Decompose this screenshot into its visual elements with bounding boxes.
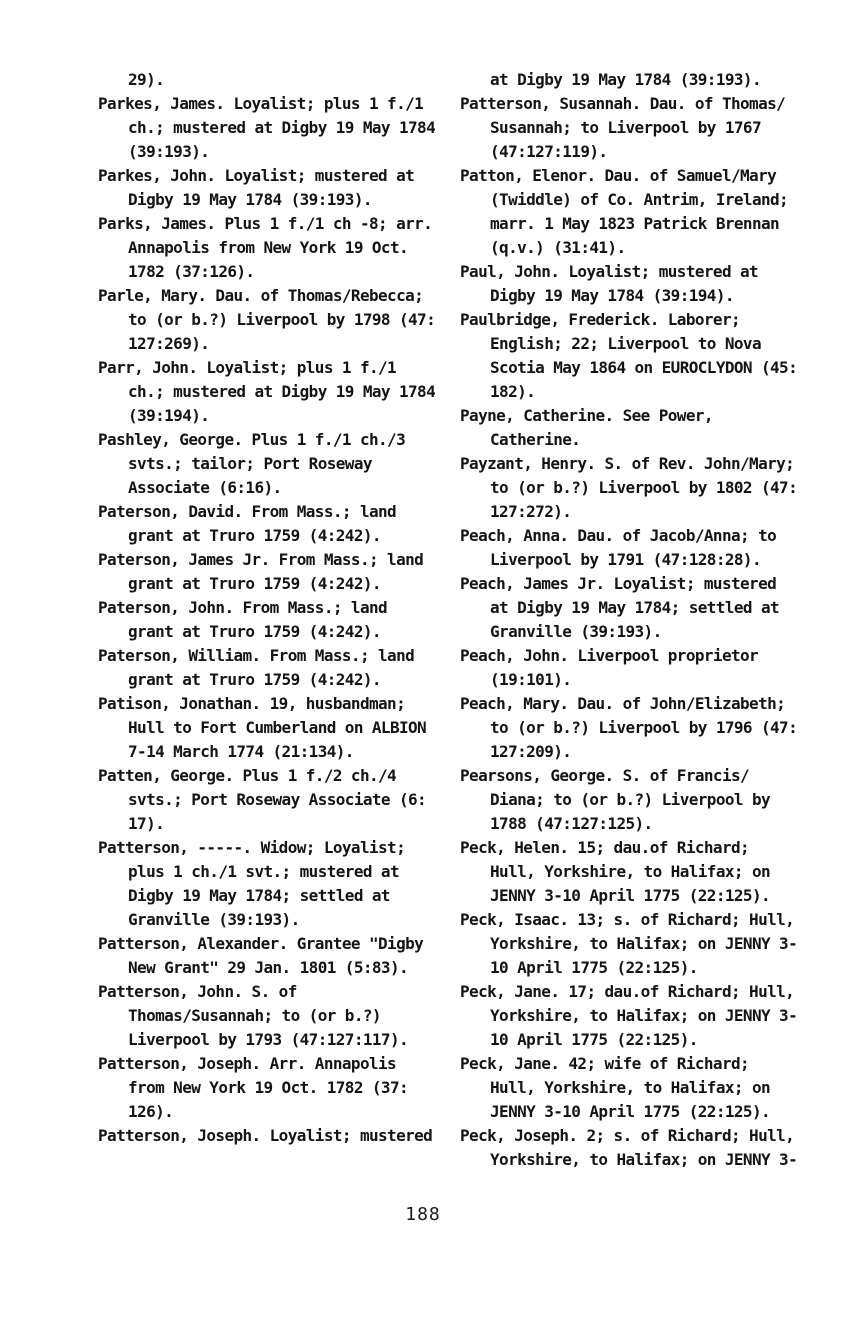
entry: Paulbridge, Frederick. Laborer; English; 22; Liverpool to Nova Scotia May 1864 on EUROCLYDON (45: 182). <box>460 310 807 401</box>
entry: Patterson, Susannah. Dau. of Thomas/ Susannah; to Liverpool by 1767 (47:127:119). <box>460 94 795 161</box>
entry: Parle, Mary. Dau. of Thomas/Rebecca; to (or b.?) Liverpool by 1798 (47: 127:269). <box>98 286 445 353</box>
entry: Peck, Isaac. 13; s. of Richard; Hull, Yorkshire, to Halifax; on JENNY 3-10 April 1775 (22:125). <box>460 910 804 977</box>
entry: Patterson, -----. Widow; Loyalist; plus 1 ch./1 svt.; mustered at Digby 19 May 1784; settled at Granville (39:193). <box>98 838 415 929</box>
entry: Peach, James Jr. Loyalist; mustered at Digby 19 May 1784; settled at Granville (39:193). <box>460 574 789 641</box>
entry-continuation: at Digby 19 May 1784 (39:193). <box>490 70 761 89</box>
entry: Payzant, Henry. S. of Rev. John/Mary; to (or b.?) Liverpool by 1802 (47: 127:272). <box>460 454 807 521</box>
entry: Payne, Catherine. See Power, Catherine. <box>460 406 722 449</box>
entry: Peck, Jane. 17; dau.of Richard; Hull, Yorkshire, to Halifax; on JENNY 3-10 April 1775 (22:125). <box>460 982 804 1049</box>
left-column <box>98 68 445 1148</box>
entry: Patterson, Joseph. Loyalist; mustered <box>98 1126 433 1145</box>
entry: Peach, Anna. Dau. of Jacob/Anna; to Liverpool by 1791 (47:128:28). <box>460 526 786 569</box>
entry: Paterson, David. From Mass.; land grant at Truro 1759 (4:242). <box>98 502 406 545</box>
entry: Patterson, Joseph. Arr. Annapolis from New York 19 Oct. 1782 (37: 126). <box>98 1054 418 1121</box>
entry: Parr, John. Loyalist; plus 1 f./1 ch.; mustered at Digby 19 May 1784 (39:194). <box>98 358 445 425</box>
entry: Patton, Elenor. Dau. of Samuel/Mary (Twiddle) of Co. Antrim, Ireland; marr. 1 May 1823 Patrick Brennan (q.v.) (31:41). <box>460 166 798 257</box>
entry: Paterson, James Jr. From Mass.; land grant at Truro 1759 (4:242). <box>98 550 433 593</box>
entry: Patison, Jonathan. 19, husbandman; Hull to Fort Cumberland on ALBION 7-14 March 1774 (21:134). <box>98 694 436 761</box>
page-number: 188 <box>405 1204 441 1225</box>
entry: Pashley, George. Plus 1 f./1 ch./3 svts.; tailor; Port Roseway Associate (6:16). <box>98 430 415 497</box>
entry: Peach, Mary. Dau. of John/Elizabeth; to (or b.?) Liverpool by 1796 (47: 127:209). <box>460 694 807 761</box>
entry: Paterson, John. From Mass.; land grant at Truro 1759 (4:242). <box>98 598 397 641</box>
entry: Peach, John. Liverpool proprietor (19:101). <box>460 646 768 689</box>
entry: Patterson, John. S. of Thomas/Susannah; to (or b.?) Liverpool by 1793 (47:127:117). <box>98 982 409 1049</box>
entry: Pearsons, George. S. of Francis/ Diana; to (or b.?) Liverpool by 1788 (47:127:125). <box>460 766 780 833</box>
entry: Peck, Jane. 42; wife of Richard; Hull, Yorkshire, to Halifax; on JENNY 3-10 April 1775 (22:125). <box>460 1054 780 1121</box>
entry: Parkes, John. Loyalist; mustered at Digby 19 May 1784 (39:193). <box>98 166 424 209</box>
entry: Patten, George. Plus 1 f./2 ch./4 svts.; Port Roseway Associate (6: 17). <box>98 766 436 833</box>
entry: Paterson, William. From Mass.; land grant at Truro 1759 (4:242). <box>98 646 424 689</box>
entry: Peck, Helen. 15; dau.of Richard; Hull, Yorkshire, to Halifax; on JENNY 3-10 April 1775 (22:125). <box>460 838 780 905</box>
entry: Paul, John. Loyalist; mustered at Digby 19 May 1784 (39:194). <box>460 262 768 305</box>
entry: Patterson, Alexander. Grantee "Digby New Grant" 29 Jan. 1801 (5:83). <box>98 934 433 977</box>
entry: Parkes, James. Loyalist; plus 1 f./1 ch.; mustered at Digby 19 May 1784 (39:193). <box>98 94 445 161</box>
entry-continuation: 29). <box>128 70 165 89</box>
entry: Peck, Joseph. 2; s. of Richard; Hull, Yorkshire, to Halifax; on JENNY 3- <box>460 1126 804 1169</box>
entry: Parks, James. Plus 1 f./1 ch -8; arr. Annapolis from New York 19 Oct. 1782 (37:126). <box>98 214 442 281</box>
right-column <box>460 68 807 1172</box>
